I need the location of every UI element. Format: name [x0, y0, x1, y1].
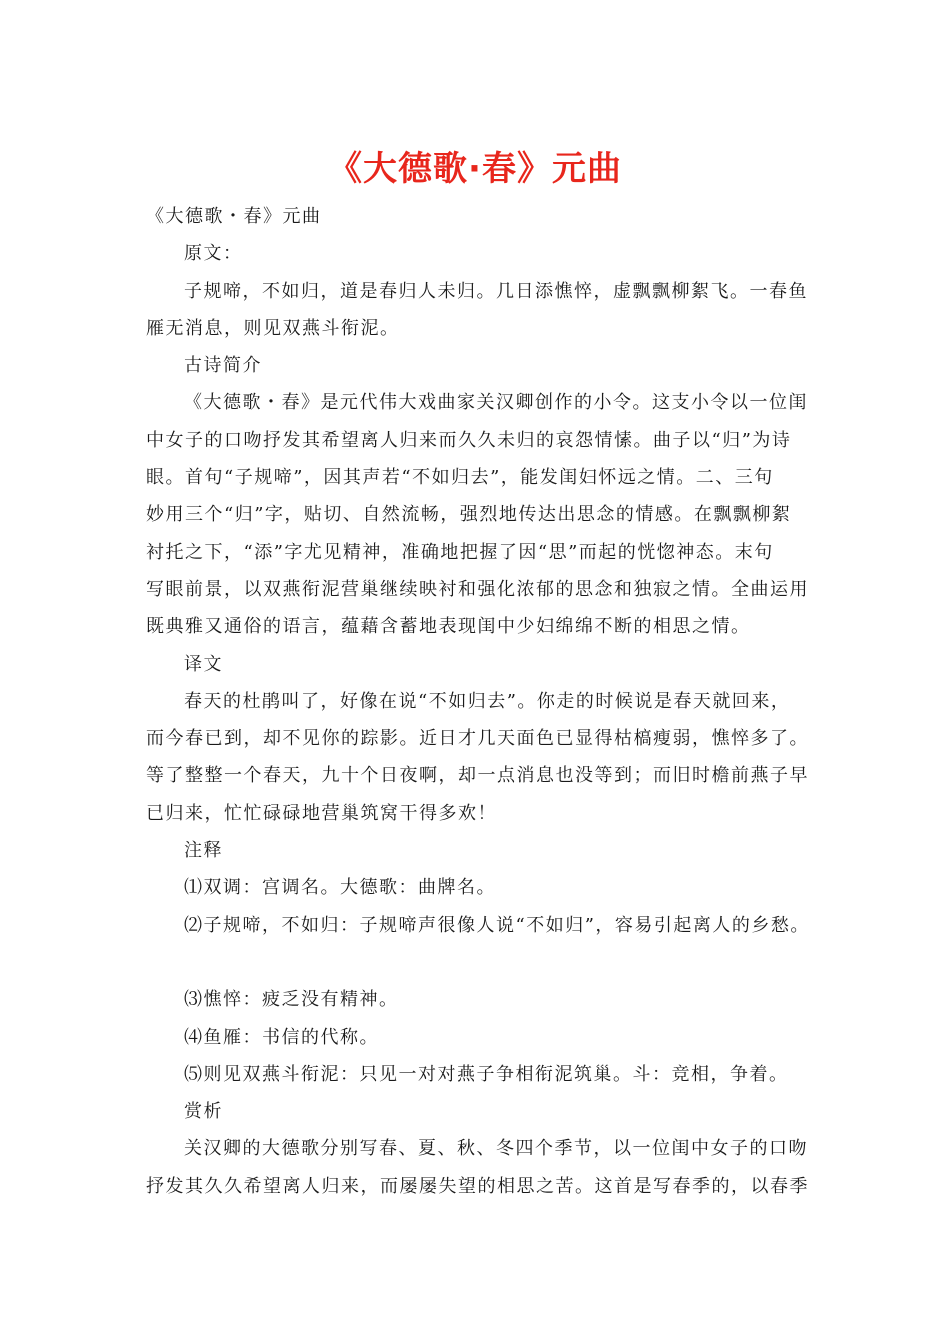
paragraph-line: 眼。首句“子规啼”，因其声若“不如归去”，能发闺妇怀远之情。二、三句 [146, 467, 774, 489]
paragraph-line: 而今春已到，却不见你的踪影。近日才几天面色已显得枯槁瘦弱，憔悴多了。 [146, 728, 809, 750]
note-item: ⑶憔悴：疲乏没有精神。 [184, 989, 399, 1011]
paragraph-line: 关汉卿的大德歌分别写春、夏、秋、冬四个季节，以一位闺中女子的口吻 [184, 1138, 808, 1160]
paragraph-line: 中女子的口吻抒发其希望离人归来而久久未归的哀怨情愫。曲子以“归”为诗 [146, 429, 792, 451]
note-item: ⑵子规啼，不如归：子规啼声很像人说“不如归”，容易引起离人的乡愁。 [184, 914, 810, 936]
section-heading-appreciation: 赏析 [184, 1101, 223, 1123]
section-heading-original: 原文： [184, 243, 243, 265]
paragraph-line: 衬托之下，“添”字尤见精神，准确地把握了因“思”而起的恍惚神态。末句 [146, 541, 774, 563]
paragraph-line: 等了整整一个春天，九十个日夜啊，却一点消息也没等到；而旧时檐前燕子早 [146, 765, 809, 787]
note-item: ⑴双调：宫调名。大德歌：曲牌名。 [184, 877, 496, 899]
note-item: ⑷鱼雁：书信的代称。 [184, 1026, 379, 1048]
section-heading-translation: 译文 [184, 653, 223, 675]
poem-line: 子规啼，不如归，道是春归人未归。几日添憔悴，虚飘飘柳絮飞。一春鱼 [184, 280, 808, 302]
paragraph-line: 抒发其久久希望离人归来，而屡屡失望的相思之苦。这首是写春季的，以春季 [146, 1175, 809, 1197]
poem-line: 雁无消息，则见双燕斗衔泥。 [146, 317, 400, 339]
section-heading-notes: 注释 [184, 840, 223, 862]
note-item: ⑸则见双燕斗衔泥：只见一对对燕子争相衔泥筑巢。斗：竞相，争着。 [184, 1063, 789, 1085]
document-title: 《大德歌·春》元曲 [328, 149, 622, 189]
source-line: 《大德歌・春》元曲 [146, 206, 322, 227]
document-body [146, 198, 810, 1205]
section-heading-intro: 古诗简介 [184, 355, 262, 377]
paragraph-line: 春天的杜鹃叫了，好像在说“不如归去”。你走的时候说是春天就回来， [184, 690, 791, 712]
paragraph-line: 已归来，忙忙碌碌地营巢筑窝干得多欢！ [146, 802, 497, 824]
blank-line [146, 944, 810, 981]
paragraph-line: 妙用三个“归”字，贴切、自然流畅，强烈地传达出思念的情感。在飘飘柳絮 [146, 504, 792, 526]
paragraph-line: 既典雅又通俗的语言，蕴藉含蓄地表现闺中少妇绵绵不断的相思之情。 [146, 616, 751, 638]
paragraph-line: 写眼前景，以双燕衔泥营巢继续映衬和强化浓郁的思念和独寂之情。全曲运用 [146, 578, 809, 600]
paragraph-line: 《大德歌・春》是元代伟大戏曲家关汉卿创作的小令。这支小令以一位闺 [184, 392, 808, 414]
